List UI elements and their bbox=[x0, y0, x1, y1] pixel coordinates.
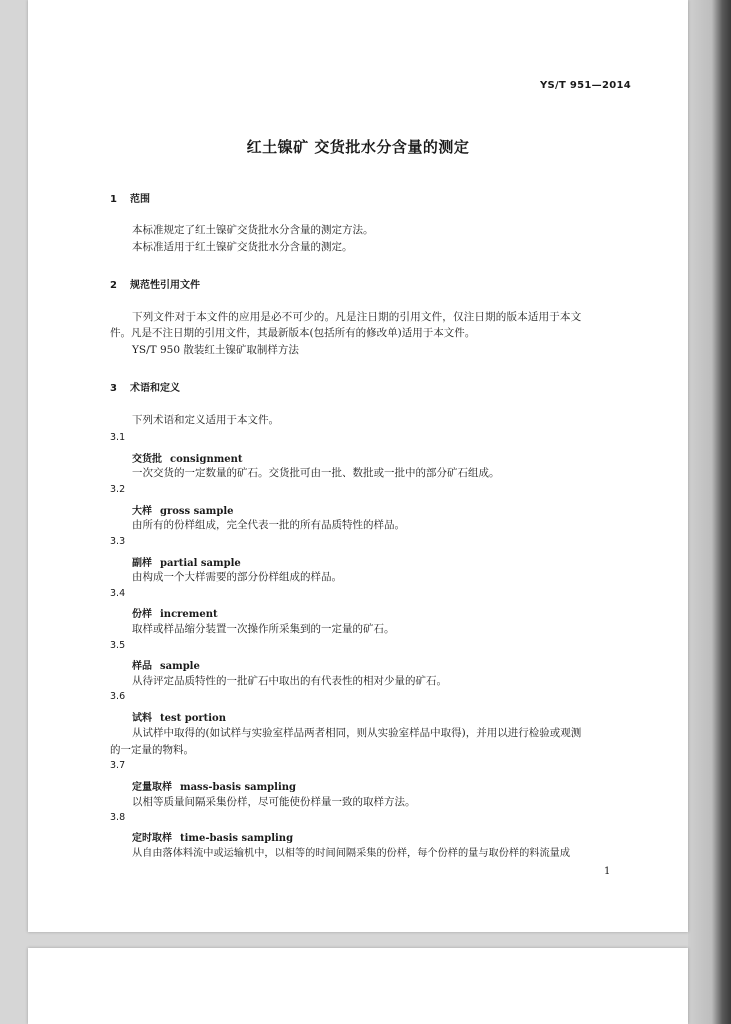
clause-number: 3.4 bbox=[110, 588, 126, 599]
paragraph: 本标准规定了红土镍矿交货批水分含量的测定方法。 bbox=[132, 224, 374, 236]
term-en: gross sample bbox=[160, 506, 234, 517]
term-zh: 大样 bbox=[132, 506, 152, 517]
document-title: 红土镍矿 交货批水分含量的测定 bbox=[246, 138, 470, 156]
term-zh: 交货批 bbox=[132, 454, 162, 465]
clause-number: 3.3 bbox=[110, 536, 126, 547]
viewer-scrollbar-edge[interactable] bbox=[688, 0, 731, 1024]
paragraph-line: 下列文件对于本文件的应用是必不可少的。凡是注日期的引用文件，仅注日期的版本适用于本文 bbox=[132, 311, 582, 323]
term-heading bbox=[132, 450, 243, 465]
term-zh: 定时取样 bbox=[132, 833, 172, 844]
term-en: mass-basis sampling bbox=[180, 782, 297, 793]
document-page-2 bbox=[28, 948, 688, 1024]
term-en: time-basis sampling bbox=[180, 833, 294, 844]
term-zh: 副样 bbox=[132, 558, 152, 569]
term-zh: 定量取样 bbox=[132, 782, 172, 793]
section-number: 3 bbox=[110, 383, 117, 394]
term-definition: 由构成一个大样需要的部分份样组成的样品。 bbox=[132, 571, 342, 583]
clause-number: 3.8 bbox=[110, 812, 126, 823]
term-en: increment bbox=[160, 609, 218, 620]
term-zh: 试料 bbox=[132, 713, 152, 724]
clause-number: 3.2 bbox=[110, 484, 126, 495]
document-page-1 bbox=[28, 0, 688, 932]
term-definition: 由所有的份样组成，完全代表一批的所有品质特性的样品。 bbox=[132, 519, 405, 531]
term-definition: 从试样中取得的(如试样与实验室样品两者相同，则从实验室样品中取得)，并用以进行检验或观测 bbox=[132, 727, 582, 739]
section-1-heading bbox=[110, 190, 150, 205]
paragraph-line: 件。凡是不注日期的引用文件，其最新版本(包括所有的修改单)适用于本文件。 bbox=[110, 327, 476, 339]
clause-number: 3.1 bbox=[110, 432, 126, 443]
term-definition: 从自由落体料流中或运输机中，以相等的时间间隔采集的份样，每个份样的量与取份样的料流量成 bbox=[132, 848, 571, 859]
term-heading bbox=[132, 554, 241, 569]
section-title: 术语和定义 bbox=[130, 383, 180, 394]
page-number: 1 bbox=[604, 866, 611, 877]
document-code: YS/T 951—2014 bbox=[540, 80, 632, 91]
term-en: sample bbox=[160, 661, 200, 672]
term-heading bbox=[132, 502, 234, 517]
section-2-heading bbox=[110, 276, 200, 291]
term-zh: 样品 bbox=[132, 661, 152, 672]
term-heading bbox=[132, 709, 226, 724]
term-heading bbox=[132, 829, 293, 844]
term-heading bbox=[132, 605, 218, 620]
section-number: 1 bbox=[110, 194, 117, 205]
term-definition-continued: 的一定量的物料。 bbox=[110, 744, 194, 756]
term-definition: 以相等质量间隔采集份样，尽可能使份样量一致的取样方法。 bbox=[132, 796, 416, 808]
paragraph: 下列术语和定义适用于本文件。 bbox=[132, 414, 279, 426]
term-heading bbox=[132, 657, 200, 672]
term-en: partial sample bbox=[160, 558, 241, 569]
clause-number: 3.7 bbox=[110, 760, 126, 771]
section-3-heading bbox=[110, 379, 180, 394]
term-definition: 从待评定品质特性的一批矿石中取出的有代表性的相对少量的矿石。 bbox=[132, 675, 447, 687]
clause-number: 3.6 bbox=[110, 691, 126, 702]
clause-number: 3.5 bbox=[110, 640, 126, 651]
term-definition: 一次交货的一定数量的矿石。交货批可由一批、数批或一批中的部分矿石组成。 bbox=[132, 467, 500, 479]
section-number: 2 bbox=[110, 280, 117, 291]
term-zh: 份样 bbox=[132, 609, 152, 620]
term-heading bbox=[132, 778, 296, 793]
paragraph: 本标准适用于红土镍矿交货批水分含量的测定。 bbox=[132, 241, 353, 253]
section-title: 范围 bbox=[130, 194, 150, 205]
section-title: 规范性引用文件 bbox=[130, 280, 200, 291]
term-en: consignment bbox=[170, 454, 243, 465]
normative-reference: YS/T 950 散装红土镍矿取制样方法 bbox=[132, 344, 299, 356]
term-definition: 取样或样品缩分装置一次操作所采集到的一定量的矿石。 bbox=[132, 623, 395, 635]
term-en: test portion bbox=[160, 713, 227, 724]
